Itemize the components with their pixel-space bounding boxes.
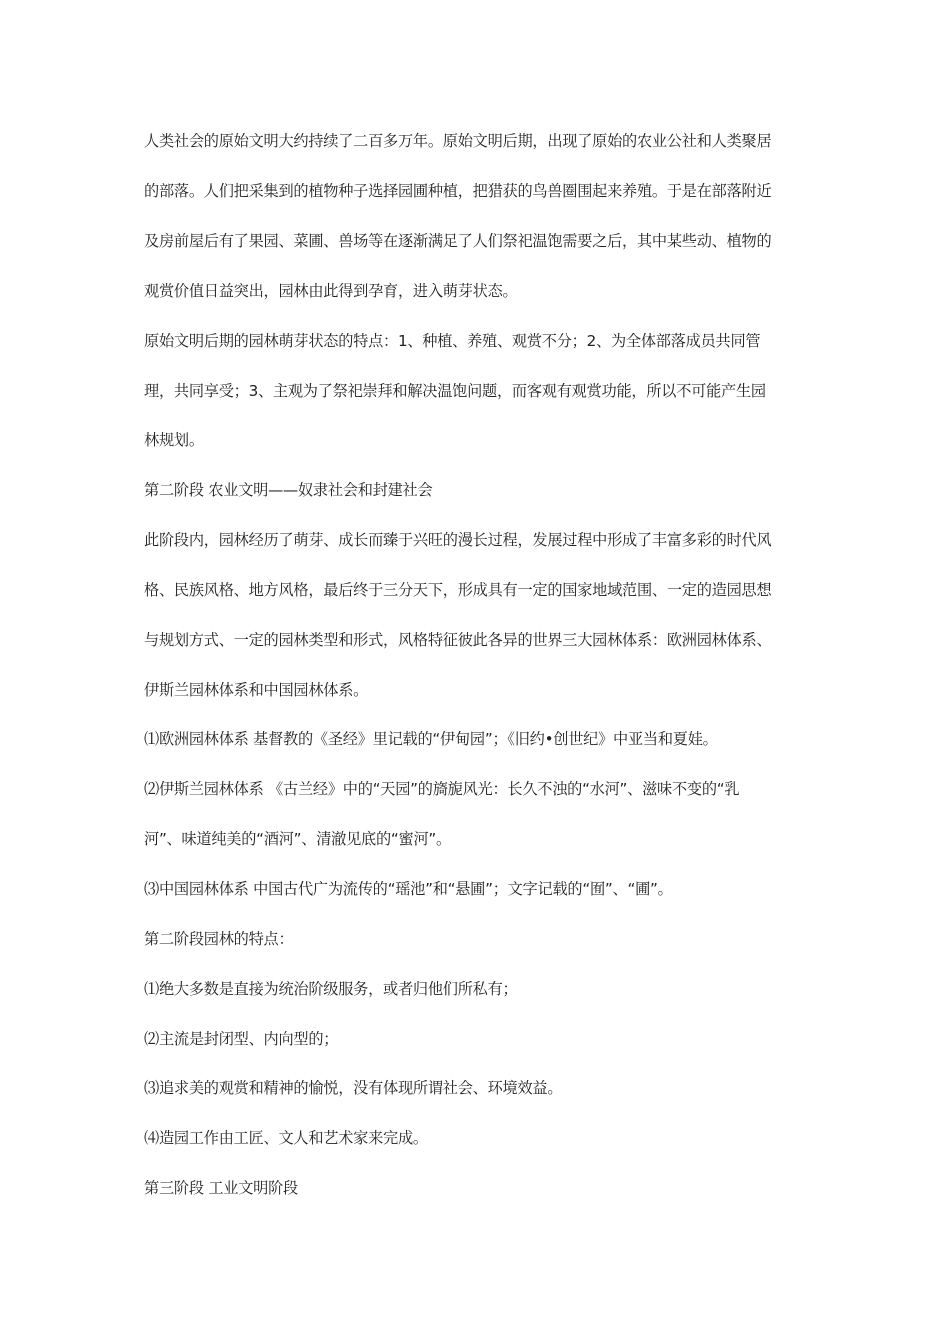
paragraph-line: 与规划方式、一定的园林类型和形式，风格特征彼此各异的世界三大园林体系：欧洲园林体系、	[144, 631, 772, 649]
section-heading: 第二阶段 农业文明——奴隶社会和封建社会	[144, 481, 433, 499]
list-item: ⑴绝大多数是直接为统治阶级服务，或者归他们所私有；	[144, 980, 518, 998]
paragraph-line: 此阶段内，园林经历了萌芽、成长而臻于兴旺的漫长过程，发展过程中形成了丰富多彩的时代风	[144, 531, 772, 549]
paragraph-line: 的部落。人们把采集到的植物种子选择园圃种植，把猎获的鸟兽圈围起来养殖。于是在部落附近	[144, 182, 772, 200]
paragraph-line: 及房前屋后有了果园、菜圃、兽场等在逐渐满足了人们祭祀温饱需要之后，其中某些动、植物的	[144, 232, 772, 250]
list-item: ⑶追求美的观赏和精神的愉悦，没有体现所谓社会、环境效益。	[144, 1079, 563, 1097]
paragraph-line: 观赏价值日益突出，园林由此得到孕育，进入萌芽状态。	[144, 282, 518, 300]
list-item: ⑴欧洲园林体系 基督教的《圣经》里记载的“伊甸园”；《旧约•创世纪》中亚当和夏娃。	[144, 730, 718, 748]
paragraph-line: 人类社会的原始文明大约持续了二百多万年。原始文明后期，出现了原始的农业公社和人类聚居	[144, 132, 772, 150]
list-item: ⑶中国园林体系 中国古代广为流传的“瑶池”和“悬圃”；文字记载的“囿”、“圃”。	[144, 880, 673, 898]
paragraph-line: 格、民族风格、地方风格，最后终于三分天下，形成具有一定的国家地域范围、一定的造园思想	[144, 581, 772, 599]
paragraph-line: 理，共同享受；3、主观为了祭祀崇拜和解决温饱问题，而客观有观赏功能，所以不可能产生园	[144, 382, 766, 400]
paragraph-line: 林规划。	[144, 431, 204, 449]
list-item: ⑵主流是封闭型、内向型的；	[144, 1030, 339, 1048]
section-heading: 第二阶段园林的特点：	[144, 930, 294, 948]
list-item: 河”、味道纯美的“酒河”、清澈见底的“蜜河”。	[144, 830, 451, 848]
section-heading: 第三阶段 工业文明阶段	[144, 1179, 298, 1197]
paragraph-line: 伊斯兰园林体系和中国园林体系。	[144, 681, 369, 699]
list-item: ⑵伊斯兰园林体系 《古兰经》中的“天园”的旖旎风光：长久不浊的“水河”、滋味不变的“乳	[144, 780, 740, 798]
list-item: ⑷造园工作由工匠、文人和艺术家来完成。	[144, 1129, 428, 1147]
paragraph-line: 原始文明后期的园林萌芽状态的特点：1、种植、养殖、观赏不分；2、为全体部落成员共同管	[144, 332, 761, 350]
